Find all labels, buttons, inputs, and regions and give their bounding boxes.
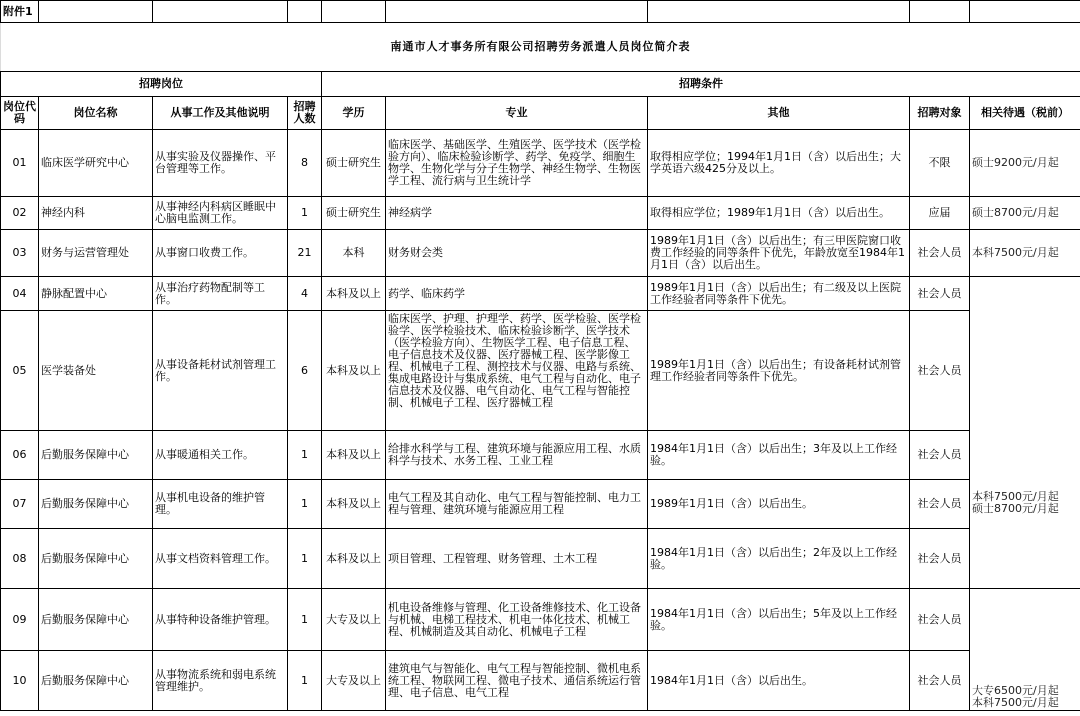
post-edu: 本科	[322, 230, 386, 277]
post-code: 10	[1, 651, 39, 711]
post-duty: 从事神经内科病区睡眠中心脑电监测工作。	[153, 197, 288, 230]
salary-merged-b-line2: 本科7500元/月起	[972, 696, 1059, 709]
post-edu: 硕士研究生	[322, 197, 386, 230]
post-edu: 本科及以上	[322, 480, 386, 529]
post-code: 02	[1, 197, 39, 230]
post-target: 不限	[910, 130, 970, 197]
post-code: 05	[1, 311, 39, 431]
post-major: 临床医学、基础医学、生殖医学、医学技术（医学检验方向）、临床检验诊断学、药学、免疫学、细胞生物学、生物化学与分子生物学、神经生物学、生物医学工程、流行病与卫生统计学	[386, 130, 648, 197]
header-target: 招聘对象	[910, 97, 970, 130]
post-count: 1	[288, 480, 322, 529]
post-target: 社会人员	[910, 311, 970, 431]
post-count: 1	[288, 651, 322, 711]
post-edu: 本科及以上	[322, 277, 386, 311]
salary-merged-a	[970, 277, 1080, 589]
post-count: 1	[288, 589, 322, 651]
post-duty: 从事物流系统和弱电系统管理维护。	[153, 651, 288, 711]
table-row	[1, 197, 1080, 230]
page-title: 南通市人才事务所有限公司招聘劳务派遣人员岗位简介表	[1, 23, 1080, 72]
header-code: 岗位代码	[1, 97, 39, 130]
post-other: 取得相应学位；1989年1月1日（含）以后出生。	[648, 197, 910, 230]
post-target: 社会人员	[910, 277, 970, 311]
post-edu: 本科及以上	[322, 529, 386, 589]
post-name: 后勤服务保障中心	[39, 651, 153, 711]
group-header-conditions: 招聘条件	[322, 72, 1080, 97]
table-row	[1, 431, 1080, 480]
post-target: 社会人员	[910, 230, 970, 277]
post-count: 1	[288, 529, 322, 589]
post-major: 神经病学	[386, 197, 648, 230]
post-major: 项目管理、工程管理、财务管理、土木工程	[386, 529, 648, 589]
post-target: 社会人员	[910, 529, 970, 589]
post-name: 财务与运营管理处	[39, 230, 153, 277]
post-edu: 大专及以上	[322, 651, 386, 711]
post-count: 1	[288, 197, 322, 230]
post-other: 1989年1月1日（含）以后出生；有二级及以上医院工作经验者同等条件下优先。	[648, 277, 910, 311]
table-row	[1, 230, 1080, 277]
post-code: 08	[1, 529, 39, 589]
post-count: 21	[288, 230, 322, 277]
post-code: 07	[1, 480, 39, 529]
table-row	[1, 529, 1080, 589]
header-other: 其他	[648, 97, 910, 130]
post-edu: 大专及以上	[322, 589, 386, 651]
salary-merged-a-line1: 本科7500元/月起	[972, 489, 1059, 503]
table-row	[1, 311, 1080, 431]
header-name: 岗位名称	[39, 97, 153, 130]
table-row	[1, 277, 1080, 311]
salary-merged-b	[970, 589, 1080, 711]
post-other: 1984年1月1日（含）以后出生；3年及以上工作经验。	[648, 431, 910, 480]
post-other: 1989年1月1日（含）以后出生。	[648, 480, 910, 529]
post-code: 06	[1, 431, 39, 480]
post-major-text: 临床医学、护理、护理学、药学、医学检验、医学检验学、医学检验技术、临床检验诊断学、医学技术（医学检验方向）、生物医学工程、电子信息工程、电子信息技术及仪器、医疗器械工程、医学影像工程、机械电子工程、测控技术与仪器、电路与系统、集成电路设计与集成系统、电气工程与自动化、电子信息技术及仪器、电气自动化、电气工程与智能控制、机械电子工程、医疗器械工程	[388, 313, 641, 409]
post-name: 静脉配置中心	[39, 277, 153, 311]
post-other: 1984年1月1日（含）以后出生。	[648, 651, 910, 711]
post-target: 社会人员	[910, 589, 970, 651]
post-other: 取得相应学位；1994年1月1日（含）以后出生；大学英语六级425分及以上。	[648, 130, 910, 197]
post-duty: 从事窗口收费工作。	[153, 230, 288, 277]
post-target: 应届	[910, 197, 970, 230]
post-duty: 从事机电设备的维护管理。	[153, 480, 288, 529]
post-major: 建筑电气与智能化、电气工程与智能控制、微机电系统工程、物联网工程、微电子技术、通信系统运行管理、电子信息、电气工程	[386, 651, 648, 711]
post-salary: 硕士9200元/月起	[970, 130, 1080, 197]
salary-merged-a-line2: 硕士8700元/月起	[972, 501, 1059, 515]
post-other: 1984年1月1日（含）以后出生；2年及以上工作经验。	[648, 529, 910, 589]
header-count: 招聘人数	[288, 97, 322, 130]
post-count: 1	[288, 431, 322, 480]
header-edu: 学历	[322, 97, 386, 130]
post-edu: 本科及以上	[322, 431, 386, 480]
post-major: 电气工程及其自动化、电气工程与智能控制、电力工程与管理、建筑环境与能源应用工程	[386, 480, 648, 529]
post-other: 1984年1月1日（含）以后出生；5年及以上工作经验。	[648, 589, 910, 651]
header-major: 专业	[386, 97, 648, 130]
post-name: 后勤服务保障中心	[39, 529, 153, 589]
post-other: 1989年1月1日（含）以后出生；有三甲医院窗口收费工作经验的同等条件下优先，年龄放宽至1984年1月1日（含）以后出生。	[648, 230, 910, 277]
post-major	[386, 311, 648, 431]
post-code: 01	[1, 130, 39, 197]
post-major: 财务财会类	[386, 230, 648, 277]
post-code: 09	[1, 589, 39, 651]
post-duty: 从事文档资料管理工作。	[153, 529, 288, 589]
post-target: 社会人员	[910, 480, 970, 529]
post-target: 社会人员	[910, 431, 970, 480]
post-major: 机电设备维修与管理、化工设备维修技术、化工设备与机械、电梯工程技术、机电一体化技术、机械工程、机械制造及其自动化、机械电子工程	[386, 589, 648, 651]
post-salary: 本科7500元/月起	[970, 230, 1080, 277]
post-name: 后勤服务保障中心	[39, 431, 153, 480]
post-salary: 硕士8700元/月起	[970, 197, 1080, 230]
header-duty: 从事工作及其他说明	[153, 97, 288, 130]
post-major: 给排水科学与工程、建筑环境与能源应用工程、水质科学与技术、水务工程、工业工程	[386, 431, 648, 480]
post-count: 4	[288, 277, 322, 311]
post-duty: 从事实验及仪器操作、平台管理等工作。	[153, 130, 288, 197]
post-name: 后勤服务保障中心	[39, 589, 153, 651]
post-name: 医学装备处	[39, 311, 153, 431]
post-name: 神经内科	[39, 197, 153, 230]
post-code: 03	[1, 230, 39, 277]
post-edu: 本科及以上	[322, 311, 386, 431]
post-duty: 从事治疗药物配制等工作。	[153, 277, 288, 311]
table-row	[1, 589, 1080, 651]
annex-label: 附件1	[1, 1, 39, 23]
post-name: 临床医学研究中心	[39, 130, 153, 197]
table-row	[1, 130, 1080, 197]
table-row	[1, 480, 1080, 529]
post-target: 社会人员	[910, 651, 970, 711]
post-code: 04	[1, 277, 39, 311]
post-edu: 硕士研究生	[322, 130, 386, 197]
post-name: 后勤服务保障中心	[39, 480, 153, 529]
group-header-posts: 招聘岗位	[1, 72, 322, 97]
post-duty: 从事暖通相关工作。	[153, 431, 288, 480]
post-duty: 从事设备耗材试剂管理工作。	[153, 311, 288, 431]
post-other: 1989年1月1日（含）以后出生；有设备耗材试剂管理工作经验者同等条件下优先。	[648, 311, 910, 431]
post-count: 8	[288, 130, 322, 197]
post-duty: 从事特种设备维护管理。	[153, 589, 288, 651]
salary-merged-b-line1: 大专6500元/月起	[972, 684, 1059, 697]
header-salary: 相关待遇（税前）	[970, 97, 1080, 130]
post-count: 6	[288, 311, 322, 431]
table-row	[1, 651, 1080, 711]
post-major: 药学、临床药学	[386, 277, 648, 311]
